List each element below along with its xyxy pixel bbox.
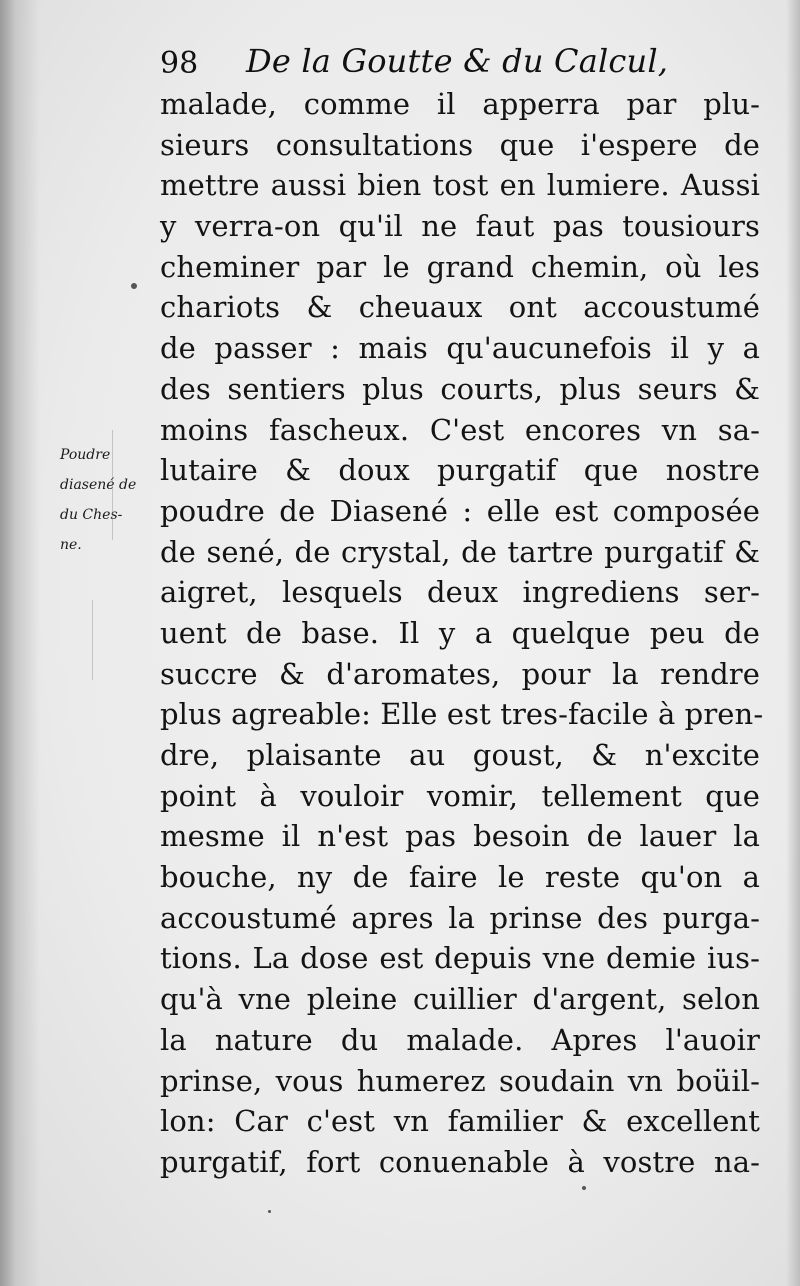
text-line: aigret, lesquels deux ingrediens ser-	[160, 575, 760, 610]
text-line: uent de base. Il y a quelque peu de	[160, 615, 760, 650]
paper-speck	[268, 1210, 271, 1213]
text-line: lutaire & doux purgatif que nostre	[160, 453, 760, 488]
margin-note-line: du Ches-	[60, 507, 123, 523]
margin-note-line: Poudre	[60, 447, 111, 463]
margin-note-line: diasené de	[60, 477, 137, 493]
paper-speck	[131, 283, 137, 289]
margin-note-line: ne.	[60, 537, 82, 553]
text-line: succre & d'aromates, pour la rendre	[160, 656, 760, 691]
text-line: de passer : mais qu'aucunefois il y a	[160, 331, 760, 366]
text-line: moins fascheux. C'est encores vn sa-	[160, 412, 760, 447]
text-line: bouche, ny de faire le reste qu'on a	[160, 860, 760, 895]
text-line: cheminer par le grand chemin, où les	[160, 249, 760, 284]
paper-crease	[92, 600, 93, 680]
text-line: point à vouloir vomir, tellement que	[160, 778, 760, 813]
paper-speck	[582, 1186, 586, 1190]
page-edge-shadow	[786, 0, 800, 1286]
text-line: des sentiers plus courts, plus seurs &	[160, 371, 760, 406]
page-number: 98	[160, 46, 199, 81]
text-line: prinse, vous humerez soudain vn boüil-	[160, 1063, 760, 1098]
paper-crease	[112, 430, 113, 540]
text-line: y verra-on qu'il ne faut pas tousiours	[160, 209, 760, 244]
text-line: dre, plaisante au goust, & n'excite	[160, 738, 760, 772]
text-line: la nature du malade. Apres l'auoir	[160, 1022, 760, 1057]
text-line: purgatif, fort conuenable à vostre na-	[160, 1144, 760, 1179]
text-line: de sené, de crystal, de tartre purgatif &	[160, 534, 760, 569]
text-line: malade, comme il apperra par plu-	[160, 87, 760, 121]
text-line: qu'à vne pleine cuillier d'argent, selon	[160, 982, 760, 1017]
text-line: sieurs consultations que i'espere de	[160, 127, 760, 162]
text-line: accoustumé apres la prinse des purga-	[160, 900, 760, 935]
text-line: mesme il n'est pas besoin de lauer la	[160, 819, 760, 854]
text-line: plus agreable: Elle est tres-facile à pren-	[160, 697, 764, 732]
text-line: lon: Car c'est vn familier & excellent	[160, 1104, 760, 1139]
text-line: mettre aussi bien tost en lumiere. Aussi	[160, 168, 760, 203]
text-line: tions. La dose est depuis vne demie ius-	[160, 941, 760, 976]
body-text	[160, 84, 764, 1183]
running-title: De la Goutte & du Calcul,	[246, 42, 669, 80]
text-line: poudre de Diasené : elle est composée	[160, 493, 760, 528]
spine-shadow	[0, 0, 40, 1286]
text-line: chariots & cheuaux ont accoustumé	[160, 290, 760, 325]
